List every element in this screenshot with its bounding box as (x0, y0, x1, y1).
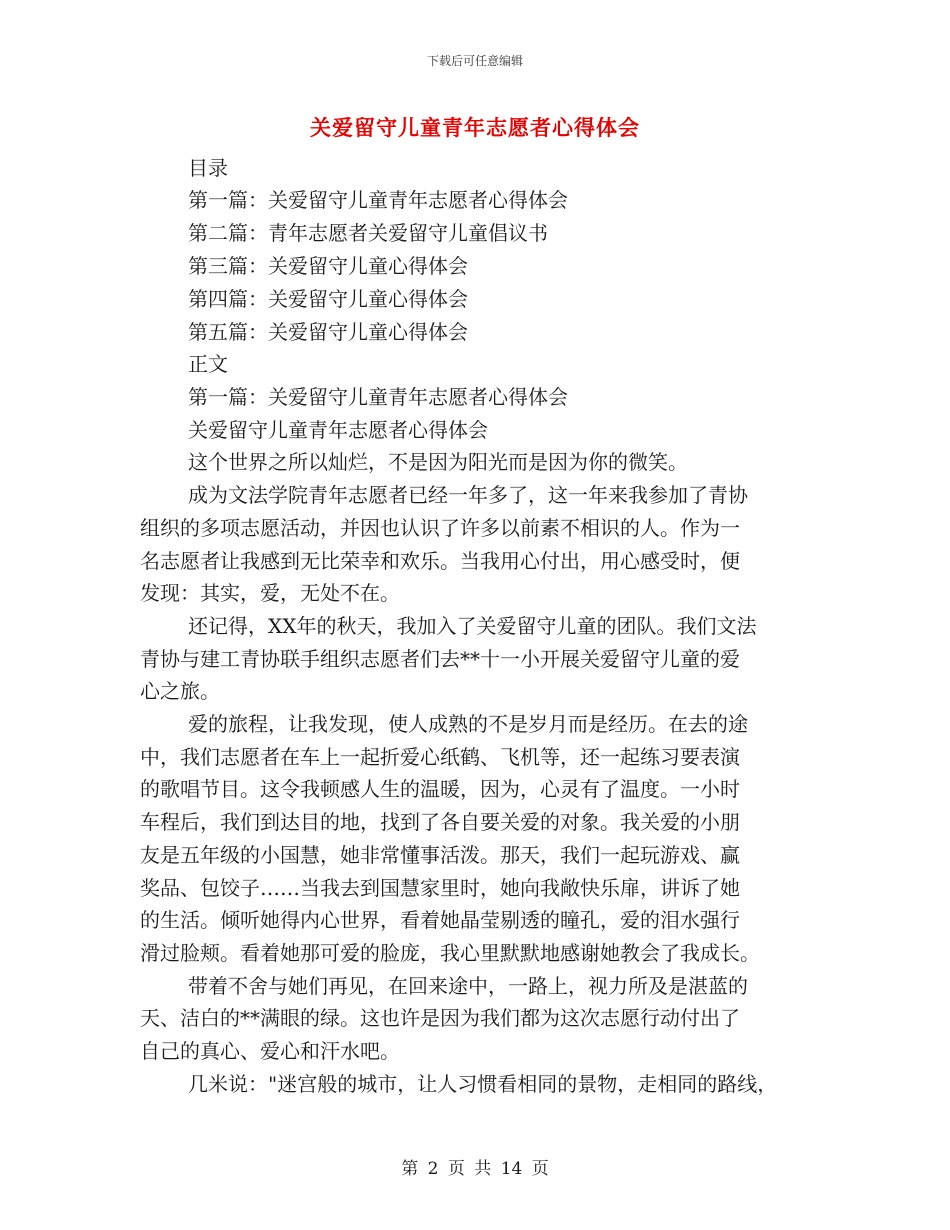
toc-item: 第一篇：关爱留守儿童青年志愿者心得体会 (188, 188, 568, 212)
body-line: 心之旅。 (140, 679, 220, 703)
document-title: 关爱留守儿童青年志愿者心得体会 (310, 115, 640, 140)
body-line: 几米说："迷宫般的城市，让人习惯看相同的景物，走相同的路线， (188, 1072, 778, 1096)
body-line: 爱的旅程，让我发现，使人成熟的不是岁月而是经历。在去的途 (188, 712, 748, 736)
body-line: 名志愿者让我感到无比荣幸和欢乐。当我用心付出，用心感受时，便 (140, 549, 740, 573)
page-footer: 第 2 页 共 14 页 (401, 1159, 549, 1179)
body-heading: 正文 (188, 352, 228, 376)
body-line: 滑过脸颊。看着她那可爱的脸庞，我心里默默地感谢她教会了我成长。 (140, 941, 760, 965)
body-line: 车程后，我们到达目的地，找到了各自要关爱的对象。我关爱的小朋 (140, 810, 740, 834)
body-line: 自己的真心、爱心和汗水吧。 (140, 1039, 400, 1063)
body-line: 友是五年级的小国慧，她非常懂事活泼。那天，我们一起玩游戏、赢 (140, 843, 740, 867)
toc-item: 第二篇：青年志愿者关爱留守儿童倡议书 (188, 221, 548, 245)
body-line: 还记得，XX年的秋天，我加入了关爱留守儿童的团队。我们文法 (188, 614, 757, 638)
part-title: 第一篇：关爱留守儿童青年志愿者心得体会 (188, 385, 568, 409)
toc-item: 第四篇：关爱留守儿童心得体会 (188, 287, 468, 311)
toc-item: 第三篇：关爱留守儿童心得体会 (188, 254, 468, 278)
body-line: 这个世界之所以灿烂，不是因为阳光而是因为你的微笑。 (188, 450, 688, 474)
header-note: 下载后可任意编辑 (426, 54, 523, 68)
body-line: 的生活。倾听她得内心世界，看着她晶莹剔透的瞳孔，爱的泪水强行 (140, 908, 740, 932)
body-line: 发现：其实，爱，无处不在。 (140, 581, 400, 605)
body-line: 成为文法学院青年志愿者已经一年多了，这一年来我参加了青协 (188, 483, 748, 507)
body-line: 奖品、包饺子……当我去到国慧家里时，她向我敞快乐扉，讲诉了她 (140, 876, 740, 900)
body-line: 青协与建工青协联手组织志愿者们去**十一小开展关爱留守儿童的爱 (140, 647, 740, 671)
article-title: 关爱留守儿童青年志愿者心得体会 (188, 418, 488, 442)
body-line: 组织的多项志愿活动，并因也认识了许多以前素不相识的人。作为一 (140, 516, 740, 540)
body-line: 的歌唱节目。这令我顿感人生的温暖，因为，心灵有了温度。一小时 (140, 777, 740, 801)
toc-item: 第五篇：关爱留守儿童心得体会 (188, 320, 468, 344)
toc-heading: 目录 (188, 156, 228, 180)
body-line: 天、洁白的**满眼的绿。这也许是因为我们都为这次志愿行动付出了 (140, 1006, 740, 1030)
body-line: 带着不舍与她们再见，在回来途中，一路上，视力所及是湛蓝的 (188, 974, 748, 998)
body-line: 中，我们志愿者在车上一起折爱心纸鹤、飞机等，还一起练习要表演 (140, 745, 740, 769)
